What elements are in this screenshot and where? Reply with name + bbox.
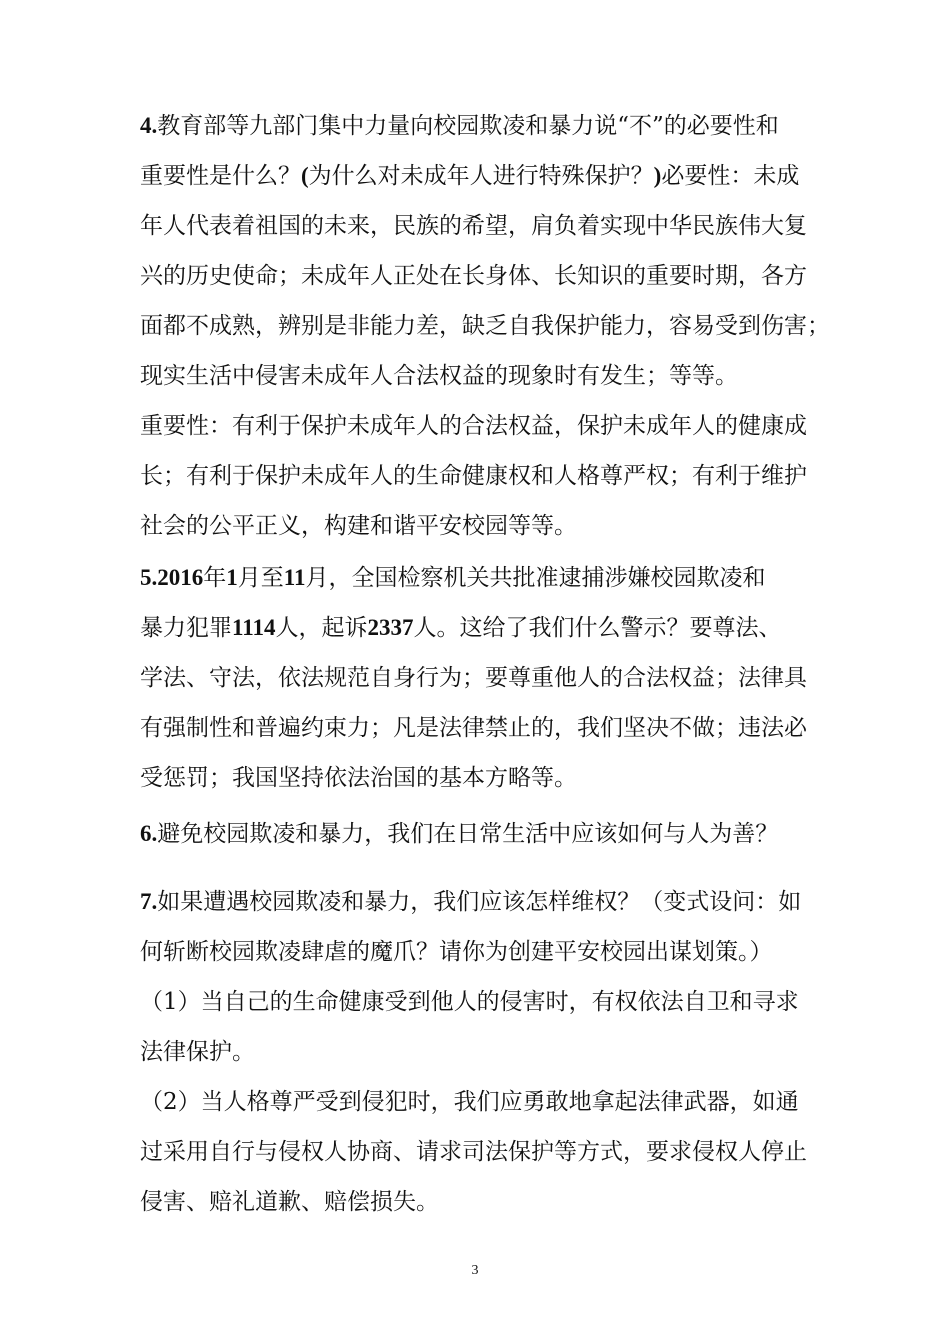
q4-line-7: 重要性：有利于保护未成年人的合法权益，保护未成年人的健康成 — [140, 413, 807, 439]
q6-line-1 — [140, 819, 778, 849]
q5-text: 月，全国检察机关共批准逮捕涉嫌校园欺凌和 — [305, 565, 766, 591]
q4-line-5: 面都不成熟，辨别是非能力差，缺乏自我保护能力，容易受到伤害； — [140, 313, 830, 339]
q4-line-6: 现实生活中侵害未成年人合法权益的现象时有发生；等等。 — [140, 363, 738, 389]
q4-line-9: 社会的公平正义，构建和谐平安校园等等。 — [140, 513, 577, 539]
q5-line-4: 有强制性和普遍约束力；凡是法律禁止的，我们坚决不做；违法必 — [140, 715, 807, 741]
q5-prosecution-count: 2337 — [367, 615, 414, 640]
q5-line-5: 受惩罚；我国坚持依法治国的基本方略等。 — [140, 765, 577, 791]
q7-line-5: （2）当人格尊严受到侵犯时，我们应勇敢地拿起法律武器，如通 — [140, 1089, 799, 1115]
q4-answer-start: 必要性：未成 — [661, 163, 800, 189]
q7-line-2: 何斩断校园欺凌肆虐的魔爪？请你为创建平安校园出谋划策。） — [140, 939, 773, 965]
q5-arrest-count: 1114 — [232, 615, 276, 640]
q4-line-1 — [140, 111, 779, 141]
q7-line-1 — [140, 887, 801, 917]
q7-line-7: 侵害、赔礼道歉、赔偿损失。 — [140, 1189, 439, 1215]
q5-month-start: 1 — [226, 565, 238, 590]
q5-text: 月至 — [237, 565, 284, 591]
q4-subquestion: 为什么对未成年人进行特殊保护？ — [308, 163, 654, 189]
q4-question-end: 重要性是什么？ — [140, 163, 301, 189]
q7-number: 7. — [140, 889, 158, 914]
page-number: 3 — [471, 1263, 479, 1278]
q5-month-end: 11 — [283, 565, 306, 590]
q4-line-8: 长；有利于保护未成年人的生命健康权和人格尊严权；有利于维护 — [140, 463, 807, 489]
q4-paren-open: ( — [301, 163, 309, 188]
q4-question-text: 教育部等九部门集中力量向校园欺凌和暴力说“不”的必要性和 — [157, 113, 779, 139]
q4-paren-close: ) — [653, 163, 662, 188]
q5-text: 人。这给了我们什么警示？要尊法、 — [413, 615, 782, 641]
q4-number: 4. — [140, 113, 158, 138]
q7-question-text: 如果遭遇校园欺凌和暴力，我们应该怎样维权？（变式设问：如 — [157, 889, 802, 915]
q5-number-year: 5.2016 — [140, 565, 204, 590]
q5-line-3: 学法、守法，依法规范自身行为；要尊重他人的合法权益；法律具 — [140, 665, 807, 691]
q4-line-3: 年人代表着祖国的未来，民族的希望，肩负着实现中华民族伟大复 — [140, 213, 807, 239]
q5-line-1 — [140, 563, 765, 593]
q5-text: 人，起诉 — [275, 615, 368, 641]
q6-question-text: 避免校园欺凌和暴力，我们在日常生活中应该如何与人为善？ — [157, 821, 779, 847]
q7-line-4: 法律保护。 — [140, 1039, 255, 1065]
q5-text: 暴力犯罪 — [140, 615, 232, 641]
q5-line-2 — [140, 613, 781, 643]
q5-text: 年 — [203, 565, 227, 591]
q4-line-2 — [140, 161, 799, 191]
q7-line-6: 过采用自行与侵权人协商、请求司法保护等方式，要求侵权人停止 — [140, 1139, 807, 1165]
q4-line-4: 兴的历史使命；未成年人正处在长身体、长知识的重要时期，各方 — [140, 263, 807, 289]
q7-line-3: （1）当自己的生命健康受到他人的侵害时，有权依法自卫和寻求 — [140, 989, 799, 1015]
q6-number: 6. — [140, 821, 158, 846]
